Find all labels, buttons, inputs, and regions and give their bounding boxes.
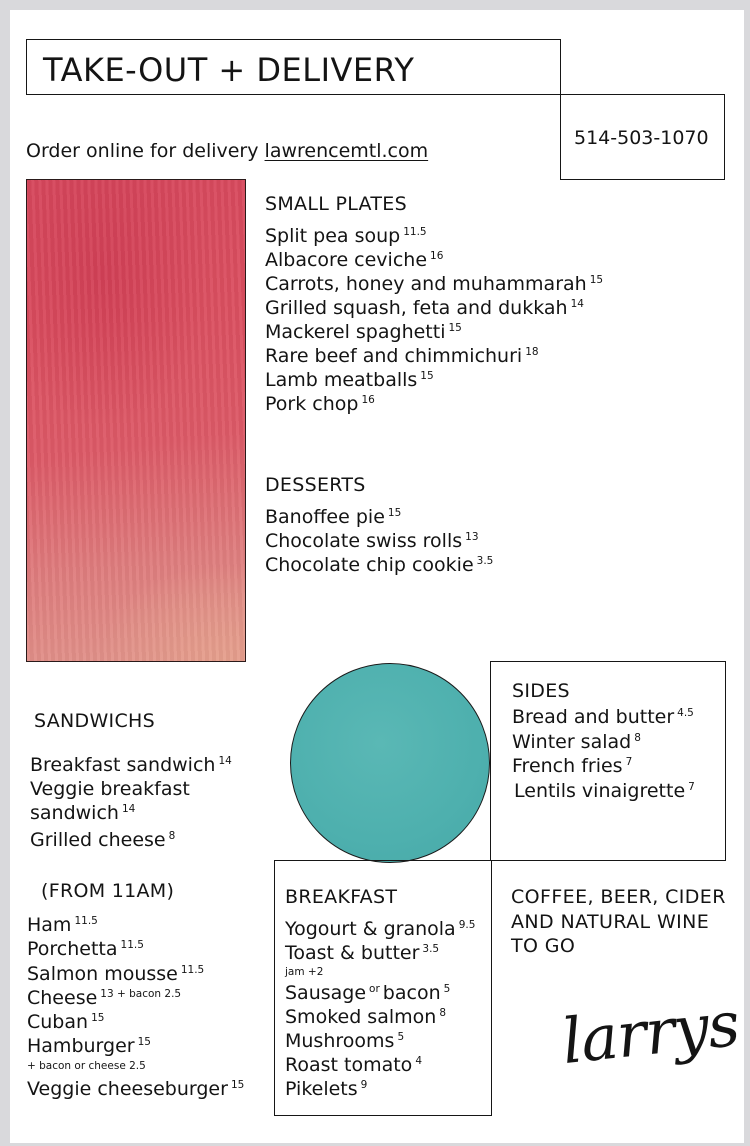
menu-item: Salmon mousse $^{11.5}$ <box>27 962 205 985</box>
small-plates-section <box>265 195 603 416</box>
breakfast-title: BREAKFAST <box>285 886 398 908</box>
drinks-line: COFFEE, BEER, CIDER <box>511 886 726 908</box>
sandwiches-title: SANDWICHS <box>34 710 155 732</box>
menu-item: Chocolate chip cookie $^{3.5}$ <box>265 554 494 576</box>
menu-item: Veggie cheeseburger $^{15}$ <box>27 1077 245 1100</box>
menu-item: Winter salad $^8$ <box>512 730 641 753</box>
menu-item: Grilled squash, feta and dukkah $^{14}$ <box>265 297 584 319</box>
small-plates-list <box>265 224 603 416</box>
online-order <box>26 140 428 162</box>
breakfast-list <box>285 917 475 1101</box>
watercolor-image <box>26 179 246 662</box>
drinks-note <box>511 885 726 959</box>
larrys-logo: larrys <box>558 986 743 1079</box>
menu-item: Hamburger $^{15}$ <box>27 1035 151 1058</box>
drinks-line: TO GO <box>511 935 576 957</box>
desserts-section <box>265 476 493 577</box>
online-order-text: Order online for delivery <box>26 140 259 162</box>
menu-item: Pikelets $^9$ <box>285 1078 368 1100</box>
menu-item: Rare beef and chimmichuri $^{18}$ <box>265 345 539 367</box>
from-11am-title: (FROM 11AM) <box>41 880 175 902</box>
menu-item: Breakfast sandwich $^{14}$ <box>30 754 232 776</box>
sandwiches-list <box>30 753 270 852</box>
menu-item: Mackerel spaghetti $^{15}$ <box>265 321 462 343</box>
menu-item: Albacore ceviche $^{16}$ <box>265 249 444 271</box>
from-11am-list <box>27 913 244 1101</box>
page-title: TAKE-OUT + DELIVERY <box>43 51 415 89</box>
teal-circle <box>290 663 490 863</box>
menu-item: Sausage $^{or}$ bacon $^5$ <box>285 982 451 1004</box>
small-plates-title: SMALL PLATES <box>265 193 407 215</box>
menu-item: Cuban $^{15}$ <box>27 1011 105 1034</box>
menu-item: Bread and butter $^{4.5}$ <box>512 706 694 728</box>
menu-item: Banoffee pie $^{15}$ <box>265 506 402 528</box>
sandwiches-section <box>30 712 270 852</box>
menu-item: Porchetta $^{11.5}$ <box>27 938 144 961</box>
menu-item: Split pea soup $^{11.5}$ <box>265 225 427 247</box>
breakfast-section <box>285 888 475 1101</box>
desserts-title: DESSERTS <box>265 474 366 496</box>
menu-item-note: + bacon or cheese 2.5 <box>27 1059 146 1072</box>
sides-list <box>512 705 695 803</box>
menu-item: Yogourt & granola $^{9.5}$ <box>285 918 476 940</box>
menu-page <box>10 10 744 1143</box>
sides-title: SIDES <box>512 680 570 702</box>
desserts-list <box>265 505 493 577</box>
sides-section <box>512 682 695 803</box>
menu-item: Pork chop $^{16}$ <box>265 393 375 415</box>
menu-item: Toast & butter $^{3.5}$ <box>285 942 440 964</box>
website-link[interactable]: lawrencemtl.com <box>264 140 429 162</box>
menu-item: Ham $^{11.5}$ <box>27 914 98 936</box>
drinks-line: AND NATURAL WINE <box>511 910 710 933</box>
menu-item: French fries $^7$ <box>512 755 633 777</box>
menu-item: Lentils vinaigrette $^7$ <box>514 779 695 802</box>
menu-item: Grilled cheese $^8$ <box>30 829 176 851</box>
phone-number[interactable]: 514-503-1070 <box>574 127 709 149</box>
menu-item: Chocolate swiss rolls $^{13}$ <box>265 530 479 552</box>
menu-item: Cheese $^{13 + bacon 2.5}$ <box>27 986 182 1009</box>
from-11am-section <box>27 882 244 1101</box>
menu-item: Mushrooms $^5$ <box>285 1030 405 1052</box>
menu-item: Smoked salmon $^8$ <box>285 1006 446 1028</box>
menu-item: Roast tomato $^4$ <box>285 1054 422 1076</box>
menu-item: Carrots, honey and muhammarah $^{15}$ <box>265 273 604 295</box>
menu-item: Lamb meatballs $^{15}$ <box>265 369 434 391</box>
menu-item: Veggie breakfast sandwich $^{14}$ <box>30 778 190 824</box>
menu-item-note: jam +2 <box>285 966 324 978</box>
